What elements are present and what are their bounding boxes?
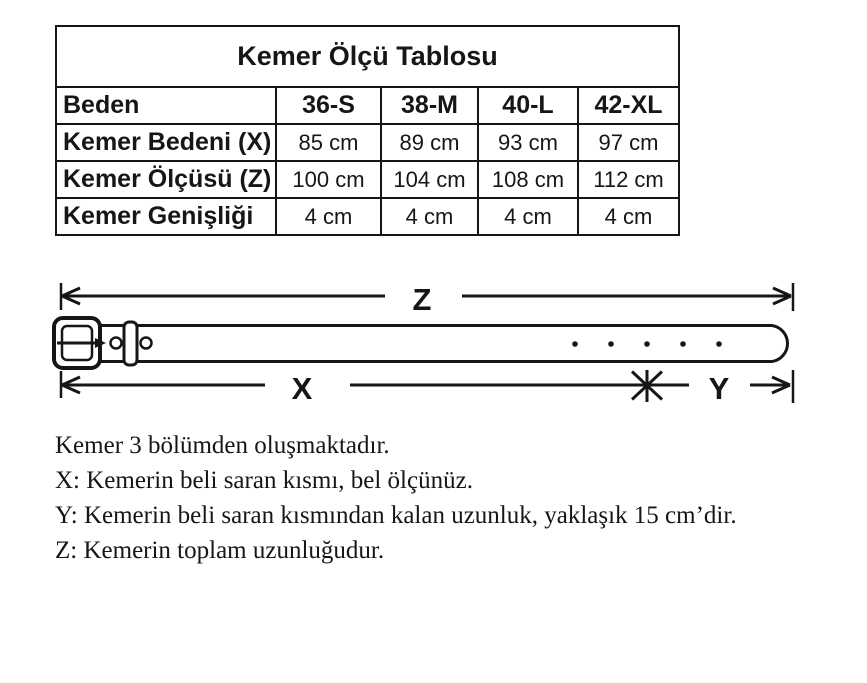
cell-value: 4 cm bbox=[276, 198, 381, 235]
xy-dimension bbox=[61, 370, 793, 406]
header-label-beden: Beden bbox=[56, 87, 276, 124]
size-header-38m: 38-M bbox=[381, 87, 478, 124]
size-table bbox=[55, 25, 680, 236]
cell-value: 97 cm bbox=[578, 124, 679, 161]
table-row-belt-width bbox=[56, 198, 679, 235]
cell-value: 4 cm bbox=[578, 198, 679, 235]
cell-value: 93 cm bbox=[478, 124, 578, 161]
belt-keeper-loop bbox=[124, 322, 137, 365]
row-label-kemer-genisligi: Kemer Genişliği bbox=[56, 198, 276, 235]
row-label-kemer-olcusu: Kemer Ölçüsü (Z) bbox=[56, 161, 276, 198]
belt-buckle-hole bbox=[111, 338, 122, 349]
cell-value: 85 cm bbox=[276, 124, 381, 161]
y-label: Y bbox=[708, 371, 730, 406]
note-line-z: Z: Kemerin toplam uzunluğudur. bbox=[55, 537, 385, 564]
cell-value: 100 cm bbox=[276, 161, 381, 198]
belt-buckle-hole bbox=[141, 338, 152, 349]
belt-punch-hole bbox=[644, 341, 650, 347]
cell-value: 4 cm bbox=[381, 198, 478, 235]
note-line-x: X: Kemerin beli saran kısmı, bel ölçünüz. bbox=[55, 467, 473, 494]
row-label-kemer-bedeni: Kemer Bedeni (X) bbox=[56, 124, 276, 161]
cell-value: 89 cm bbox=[381, 124, 478, 161]
note-line-intro: Kemer 3 bölümden oluşmaktadır. bbox=[55, 432, 390, 459]
table-header-row bbox=[56, 87, 679, 124]
z-dimension bbox=[61, 282, 793, 317]
cell-value: 112 cm bbox=[578, 161, 679, 198]
table-title-row bbox=[56, 26, 679, 87]
size-header-36s: 36-S bbox=[276, 87, 381, 124]
belt-illustration bbox=[54, 318, 788, 368]
notes-block bbox=[55, 428, 737, 568]
z-label: Z bbox=[412, 282, 432, 317]
cell-value: 104 cm bbox=[381, 161, 478, 198]
belt-punch-hole bbox=[572, 341, 578, 347]
table-row-belt-length-z bbox=[56, 161, 679, 198]
belt-punch-hole bbox=[680, 341, 686, 347]
cell-value: 4 cm bbox=[478, 198, 578, 235]
belt-punch-hole bbox=[716, 341, 722, 347]
table-title: Kemer Ölçü Tablosu bbox=[56, 26, 679, 87]
table-row-belt-size-x bbox=[56, 124, 679, 161]
size-header-42xl: 42-XL bbox=[578, 87, 679, 124]
belt-punch-hole bbox=[608, 341, 614, 347]
cell-value: 108 cm bbox=[478, 161, 578, 198]
note-line-y: Y: Kemerin beli saran kısmından kalan uzunluk, yaklaşık 15 cm’dir. bbox=[55, 502, 737, 529]
size-header-40l: 40-L bbox=[478, 87, 578, 124]
belt-diagram bbox=[40, 268, 830, 418]
x-label: X bbox=[291, 371, 313, 406]
